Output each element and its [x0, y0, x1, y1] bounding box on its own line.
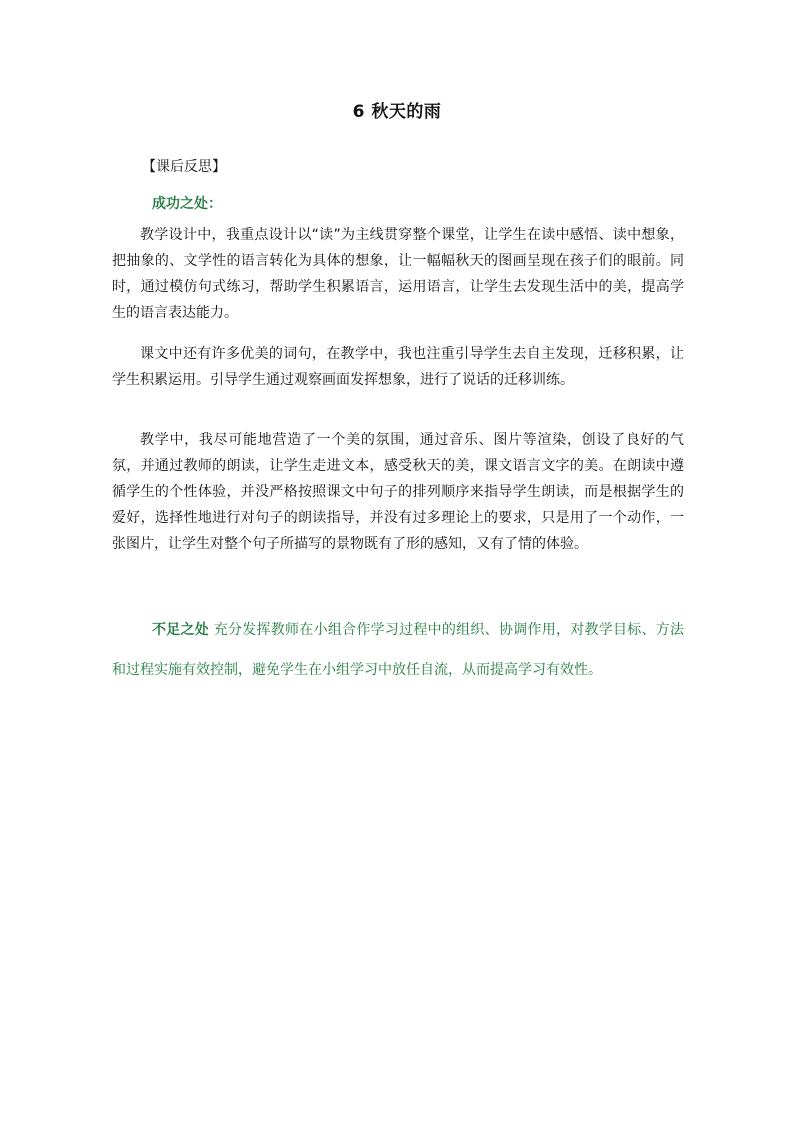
- shortfall-paragraph: [112, 610, 684, 690]
- success-paragraph-2: 课文中还有许多优美的词句，在教学中，我也注重引导学生去自主发现，迁移积累，让学生积累运用。引导学生通过观察画面发挥想象，进行了说话的迁移训练。: [112, 346, 684, 388]
- shortfall-heading: 不足之处: [152, 622, 210, 638]
- page-title: 6 秋天的雨: [352, 102, 442, 122]
- shortfall-text: 充分发挥教师在小组合作学习过程中的组织、协调作用，对教学目标、方法和过程实施有效控制，避免学生在小组学习中放任自流，从而提高学习有效性。: [112, 622, 685, 678]
- success-paragraph-1: 教学设计中，我重点设计以“读”为主线贯穿整个课堂，让学生在读中感悟、读中想象，把抽象的、文学性的语言转化为具体的想象，让一幅幅秋天的图画呈现在孩子们的眼前。同时，通过模仿句式练习，帮助学生积累语言，运用语言，让学生去发现生活中的美，提高学生的语言表达能力。: [112, 227, 684, 321]
- success-heading: 成功之处：: [152, 196, 222, 212]
- section-label: 【课后反思】: [142, 159, 226, 175]
- success-paragraph-3: 教学中，我尽可能地营造了一个美的氛围，通过音乐、图片等渲染，创设了良好的气氛，并通过教师的朗读，让学生走进文本，感受秋天的美，课文语言文字的美。在朗读中遵循学生的个性体验，并没严格按照课文中句子的排列顺序来指导学生朗读，而是根据学生的爱好，选择性地进行对句子的朗读指导，并没有过多理论上的要求，只是用了一个动作，一张图片，让学生对整个句子所描写的景物既有了形的感知，又有了情的体验。: [112, 432, 684, 552]
